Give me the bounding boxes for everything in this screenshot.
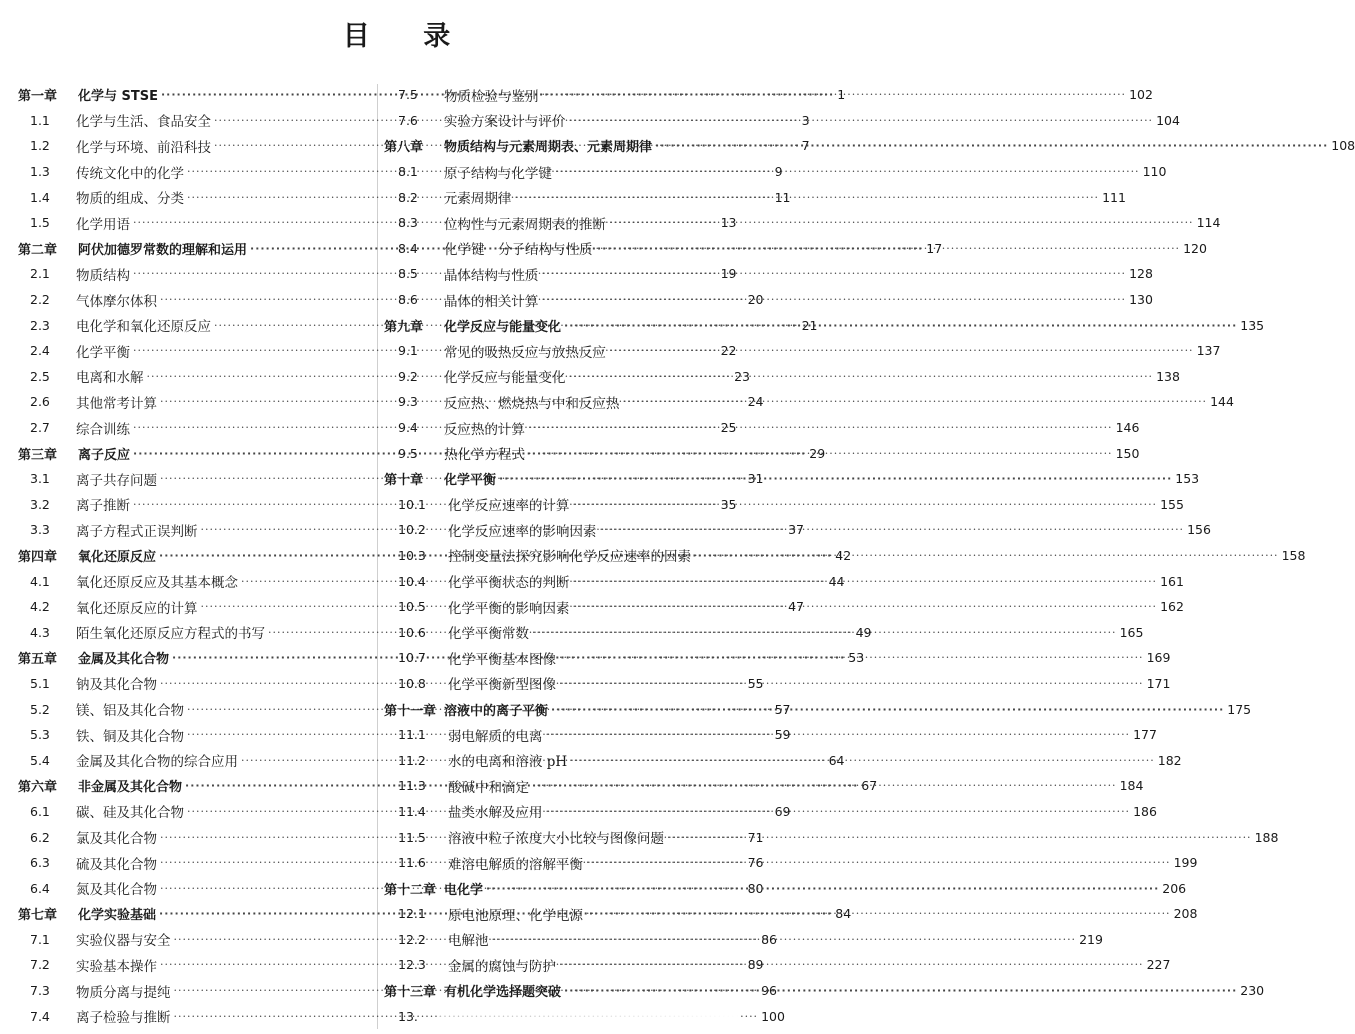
toc-entry-number: 7.2 <box>30 957 50 973</box>
toc-page-number: 76 <box>747 855 764 871</box>
toc-leader-dots <box>573 498 1158 511</box>
toc-entry-number: 3.3 <box>30 522 50 538</box>
toc-entry-number: 11.4 <box>398 803 426 819</box>
toc-page-number: 44 <box>828 573 845 589</box>
toc-entry-number: 9.4 <box>398 420 418 436</box>
toc-entry-title: 化学与环境、前沿科技 <box>76 139 211 156</box>
toc-page-number: 96 <box>761 983 777 999</box>
toc-page-number: 86 <box>761 931 777 947</box>
toc-entry-title: 化学平衡常数 <box>448 626 529 643</box>
toc-page-number: 230 <box>1240 983 1265 999</box>
toc-section-row[interactable] <box>384 261 1153 287</box>
toc-entry-title: 化学反应速率的影响因素 <box>448 523 597 540</box>
toc-entry-number: 1.1 <box>30 112 50 128</box>
cropped-edge-fade <box>440 1000 740 1034</box>
toc-entry-title: 金属及其化合物 <box>78 652 170 668</box>
toc-leader-dots <box>573 600 1158 613</box>
toc-leader-dots <box>609 216 1194 229</box>
toc-entry-number: 第十一章 <box>384 703 437 719</box>
toc-page-number: 199 <box>1173 855 1198 871</box>
toc-entry-number: 3.1 <box>30 471 50 487</box>
toc-page-number: 55 <box>747 675 764 691</box>
toc-page-number: 184 <box>1119 778 1144 794</box>
toc-page-number: 59 <box>774 727 791 743</box>
toc-page-number: 64 <box>828 752 845 768</box>
toc-page-number: 153 <box>1175 471 1200 487</box>
toc-entry-number: 5.3 <box>30 727 50 743</box>
toc-page-number: 206 <box>1162 880 1187 896</box>
toc-page-number: 188 <box>1254 829 1279 845</box>
toc-page-number: 108 <box>1331 138 1355 154</box>
toc-leader-dots <box>573 575 1158 588</box>
toc-entry-title: 化学与 STSE <box>78 89 158 105</box>
toc-entry-title: 化学与生活、食品安全 <box>76 114 211 131</box>
toc-entry-title: 氧化还原反应 <box>78 549 157 565</box>
toc-page-number: 171 <box>1146 675 1171 691</box>
toc-section-row[interactable] <box>384 184 1126 210</box>
toc-page-number: 165 <box>1119 624 1144 640</box>
toc-entry-title: 热化学方程式 <box>444 447 525 464</box>
toc-leader-dots <box>515 191 1100 204</box>
toc-entry-number: 7.6 <box>398 112 418 128</box>
toc-entry-title: 电化学 <box>444 882 484 898</box>
toc-entry-number: 第十二章 <box>384 882 437 898</box>
toc-page-number: 71 <box>747 829 764 845</box>
toc-leader-dots <box>586 856 1171 869</box>
toc-entry-number: 2.2 <box>30 292 50 308</box>
toc-entry-number: 8.6 <box>398 292 418 308</box>
toc-entry-number: 6.1 <box>30 803 50 819</box>
toc-entry-title: 弱电解质的电离 <box>448 728 543 745</box>
toc-entry-number: 10.4 <box>398 573 426 589</box>
toc-leader-dots <box>499 472 1172 485</box>
toc-leader-dots <box>559 651 1144 664</box>
toc-page-number: 37 <box>788 522 804 538</box>
toc-page-number: 23 <box>734 368 750 384</box>
toc-entry-number: 第八章 <box>384 140 424 156</box>
toc-page-number: 24 <box>747 394 764 410</box>
toc-entry-title: 化学平衡 <box>76 344 130 361</box>
toc-leader-dots <box>528 421 1113 434</box>
toc-entry-title: 化学反应与能量变化 <box>444 319 562 335</box>
toc-entry-number: 第十章 <box>384 473 424 489</box>
toc-entry-title: 镁、铝及其化合物 <box>76 703 184 720</box>
toc-entry-title: 实验基本操作 <box>76 958 157 975</box>
toc-entry-title: 盐类水解及应用 <box>448 805 543 822</box>
toc-entry-title: 氮及其化合物 <box>76 882 157 899</box>
toc-entry-number: 1.2 <box>30 138 50 154</box>
toc-entry-number: 4.1 <box>30 573 50 589</box>
toc-entry-number: 4.3 <box>30 624 50 640</box>
toc-entry-title: 控制变量法探究影响化学反应速率的因素 <box>448 549 691 566</box>
toc-leader-dots <box>486 882 1159 895</box>
toc-entry-title: 位构性与元素周期表的推断 <box>444 216 606 233</box>
toc-entry-title: 铁、铜及其化合物 <box>76 728 184 745</box>
toc-entry-number: 12.1 <box>398 906 426 922</box>
toc-leader-dots <box>542 88 1127 101</box>
toc-page-number: 111 <box>1102 189 1126 205</box>
toc-entry-title: 其他常考计算 <box>76 395 157 412</box>
toc-entry-number: 9.1 <box>398 343 418 359</box>
toc-entry-title: 酸碱中和滴定 <box>448 779 529 796</box>
toc-page-number: 186 <box>1133 803 1157 819</box>
toc-entry-title: 化学平衡 <box>444 473 497 489</box>
toc-page-number: 57 <box>774 701 791 717</box>
toc-page-number: 53 <box>848 650 865 666</box>
toc-page-number: 1 <box>837 87 846 103</box>
toc-entry-title: 难溶电解质的溶解平衡 <box>448 856 583 873</box>
toc-leader-dots <box>600 523 1185 536</box>
toc-entry-title: 原电池原理、化学电源 <box>448 907 583 924</box>
toc-entry-title: 晶体结构与性质 <box>444 267 539 284</box>
toc-page-number: 177 <box>1133 727 1157 743</box>
toc-page-number: 42 <box>835 547 852 563</box>
toc-leader-dots <box>564 319 1237 332</box>
toc-entry-number: 第五章 <box>18 652 58 668</box>
toc-entry-title: 陌生氧化还原反应方程式的书写 <box>76 626 265 643</box>
toc-entry-title: 常见的吸热反应与放热反应 <box>444 344 606 361</box>
toc-entry-title: 反应热的计算 <box>444 421 525 438</box>
toc-entry-number: 7.5 <box>398 87 418 103</box>
toc-page-number: 104 <box>1156 112 1180 128</box>
toc-entry-number: 11.5 <box>398 829 426 845</box>
toc-leader-dots <box>596 242 1181 255</box>
toc-entry-title: 离子方程式正误判断 <box>76 523 198 540</box>
toc-page-number: 135 <box>1240 317 1265 333</box>
toc-entry-title: 氧化还原反应及其基本概念 <box>76 575 238 592</box>
toc-page-number: 102 <box>1129 87 1153 103</box>
toc-entry-number: 2.3 <box>30 317 50 333</box>
toc-page-number: 161 <box>1160 573 1184 589</box>
toc-page-number: 169 <box>1146 650 1171 666</box>
toc-page-number: 67 <box>861 778 878 794</box>
toc-entry-number: 5.1 <box>30 675 50 691</box>
toc-section-row[interactable] <box>384 415 1140 441</box>
toc-entry-title: 金属的腐蚀与防护 <box>448 958 556 975</box>
toc-entry-title: 非金属及其化合物 <box>78 780 183 796</box>
toc-entry-title: 原子结构与化学键 <box>444 165 552 182</box>
toc-page-number: 3 <box>801 112 810 128</box>
toc-entry-number: 4.2 <box>30 599 50 615</box>
toc-entry-number: 第三章 <box>18 447 58 463</box>
toc-entry-number: 11.6 <box>398 855 426 871</box>
toc-entry-title: 有机化学选择题突破 <box>444 985 562 1001</box>
toc-entry-title: 化学平衡新型图像 <box>448 677 556 694</box>
toc-entry-title: 反应热、燃烧热与中和反应热 <box>444 395 620 412</box>
toc-entry-title: 水的电离和溶液 pH <box>448 754 568 771</box>
toc-entry-number: 8.5 <box>398 266 418 282</box>
toc-entry-number: 5.2 <box>30 701 50 717</box>
toc-leader-dots <box>542 293 1127 306</box>
toc-page-number: 182 <box>1157 752 1182 768</box>
toc-entry-number: 1.4 <box>30 189 50 205</box>
toc-entry-title: 传统文化中的化学 <box>76 165 184 182</box>
toc-page-number: 20 <box>747 292 764 308</box>
toc-page-number: 17 <box>926 240 943 256</box>
toc-page-number: 22 <box>720 343 737 359</box>
toc-leader-dots <box>532 626 1117 639</box>
toc-entry-number: 7.4 <box>30 1008 50 1024</box>
toc-entry-number: 10.2 <box>398 522 426 538</box>
toc-entry-title: 物质的组成、分类 <box>76 191 184 208</box>
toc-page-number: 144 <box>1210 394 1234 410</box>
toc-page-number: 128 <box>1129 266 1153 282</box>
toc-entry-number: 10.6 <box>398 624 426 640</box>
toc-entry-number: 9.2 <box>398 368 418 384</box>
toc-entry-number: 2.6 <box>30 394 50 410</box>
toc-leader-dots <box>569 114 1154 127</box>
toc-entry-number: 3.2 <box>30 496 50 512</box>
toc-section-row[interactable] <box>384 82 1153 108</box>
toc-entry-title: 化学平衡基本图像 <box>448 651 556 668</box>
toc-entry-title: 元素周期律 <box>444 191 512 208</box>
toc-page-number: 13 <box>720 215 737 231</box>
toc-entry-title: 离子共存问题 <box>76 472 157 489</box>
toc-entry-title: 钠及其化合物 <box>76 677 157 694</box>
toc-leader-dots <box>569 370 1154 383</box>
toc-page-number: 47 <box>788 599 804 615</box>
toc-entry-number: 第七章 <box>18 908 58 924</box>
toc-entry-title: 离子反应 <box>78 447 131 463</box>
toc-entry-number: 第一章 <box>18 89 58 105</box>
toc-page-number: 156 <box>1187 522 1211 538</box>
toc-entry-title: 物质结构与元素周期表、元素周期律 <box>444 140 653 156</box>
toc-entry-number: 7.1 <box>30 931 50 947</box>
toc-leader-dots <box>532 779 1117 792</box>
toc-entry-title: 化学反应与能量变化 <box>444 370 566 387</box>
toc-page-number: 175 <box>1227 701 1252 717</box>
toc-entry-number: 9.3 <box>398 394 418 410</box>
toc-entry-title: 阿伏加德罗常数的理解和运用 <box>78 242 248 258</box>
toc-page-number: 7 <box>801 138 810 154</box>
toc-entry-number: 2.7 <box>30 420 50 436</box>
toc-leader-dots <box>546 805 1131 818</box>
toc-entry-title: 化学键 分子结构与性质 <box>444 242 593 259</box>
toc-page-number: 80 <box>747 880 764 896</box>
toc-page-number: 158 <box>1281 547 1306 563</box>
toc-entry-number: 2.5 <box>30 368 50 384</box>
toc-leader-dots <box>542 267 1127 280</box>
toc-entry-number: 9.5 <box>398 445 418 461</box>
toc-entry-number: 7.3 <box>30 983 50 999</box>
toc-page-number: 150 <box>1115 445 1140 461</box>
toc-page-number: 25 <box>720 420 737 436</box>
toc-page-number: 89 <box>747 957 764 973</box>
toc-entry-number: 11.1 <box>398 727 426 743</box>
toc-entry-title: 实验方案设计与评价 <box>444 114 566 131</box>
toc-entry-title: 化学平衡状态的判断 <box>448 575 570 592</box>
toc-entry-number: 第十三章 <box>384 985 437 1001</box>
page-title: 目 录 <box>342 21 473 52</box>
toc-page-number: 130 <box>1129 292 1153 308</box>
toc-entry-number: 1.3 <box>30 164 50 180</box>
toc-entry-number: 10.1 <box>398 496 426 512</box>
toc-section-row[interactable] <box>384 108 1180 134</box>
toc-page-number: 137 <box>1196 343 1221 359</box>
toc-leader-dots <box>667 831 1252 844</box>
toc-entry-number: 10.5 <box>398 599 426 615</box>
toc-entry-title: 化学平衡的影响因素 <box>448 600 570 617</box>
toc-page-number: 155 <box>1160 496 1184 512</box>
toc-entry-title: 离子推断 <box>76 498 130 515</box>
toc-page-number: 29 <box>809 445 826 461</box>
toc-entry-title: 氧化还原反应的计算 <box>76 600 198 617</box>
toc-leader-dots <box>551 703 1224 716</box>
toc-entry-number: 2.4 <box>30 343 50 359</box>
toc-entry-title: 物质分离与提纯 <box>76 984 171 1001</box>
toc-entry-number: 2.1 <box>30 266 50 282</box>
toc-chapter-row[interactable] <box>384 133 1355 159</box>
toc-entry-number: 8.1 <box>398 164 418 180</box>
toc-leader-dots <box>623 395 1208 408</box>
toc-entry-number: 10.8 <box>398 675 426 691</box>
toc-leader-dots <box>564 984 1237 997</box>
toc-page-number: 227 <box>1146 957 1171 973</box>
toc-leader-dots <box>546 728 1131 741</box>
toc-page-number: 162 <box>1160 599 1184 615</box>
toc-entry-number: 12.2 <box>398 931 426 947</box>
toc-page-number: 84 <box>835 906 852 922</box>
toc-page-number: 208 <box>1173 906 1198 922</box>
toc-page-number: 21 <box>801 317 818 333</box>
toc-entry-number: 第九章 <box>384 319 424 335</box>
toc-leader-dots <box>555 165 1140 178</box>
toc-entry-number: 5.4 <box>30 752 50 768</box>
toc-entry-number: 8.2 <box>398 189 418 205</box>
toc-entry-number: 6.3 <box>30 855 50 871</box>
toc-leader-dots <box>694 549 1279 562</box>
toc-entry-number: 11.2 <box>398 752 426 768</box>
toc-page-number: 49 <box>855 624 872 640</box>
toc-entry-number: 13. <box>398 1008 418 1024</box>
toc-leader-dots <box>559 958 1144 971</box>
toc-entry-title: 化学实验基础 <box>78 908 157 924</box>
toc-leader-dots <box>528 447 1113 460</box>
toc-entry-title: 溶液中的离子平衡 <box>444 703 549 719</box>
toc-entry-title: 碳、硅及其化合物 <box>76 805 184 822</box>
toc-page-number: 19 <box>720 266 737 282</box>
toc-leader-dots <box>559 677 1144 690</box>
toc-page-number: 9 <box>774 164 783 180</box>
toc-entry-title: 溶液中粒子浓度大小比较与图像问题 <box>448 831 664 848</box>
toc-entry-title: 硫及其化合物 <box>76 856 157 873</box>
toc-entry-title: 晶体的相关计算 <box>444 293 539 310</box>
toc-entry-title: 电化学和氧化还原反应 <box>76 319 211 336</box>
toc-page-number: 219 <box>1079 931 1103 947</box>
toc-entry-title: 物质检验与鉴别 <box>444 88 539 105</box>
toc-page-number: 114 <box>1196 215 1221 231</box>
toc-leader-dots <box>570 754 1155 767</box>
toc-entry-number: 8.4 <box>398 240 418 256</box>
toc-entry-number: 第二章 <box>18 242 58 258</box>
toc-section-row[interactable] <box>384 210 1221 236</box>
toc-entry-number: 6.2 <box>30 829 50 845</box>
toc-page-number: 138 <box>1156 368 1180 384</box>
toc-entry-title: 电离和水解 <box>76 370 144 387</box>
toc-entry-number: 第六章 <box>18 780 58 796</box>
toc-page-number: 100 <box>761 1008 785 1024</box>
toc-entry-number: 6.4 <box>30 880 50 896</box>
toc-page-number: 120 <box>1183 240 1207 256</box>
toc-entry-title: 离子检验与推断 <box>76 1010 171 1027</box>
toc-entry-number: 11.3 <box>398 778 426 794</box>
toc-page-number: 146 <box>1115 420 1140 436</box>
toc-entry-title: 金属及其化合物的综合应用 <box>76 754 238 771</box>
toc-leader-dots <box>655 139 1328 152</box>
toc-section-row[interactable] <box>384 492 1184 518</box>
toc-section-row[interactable] <box>384 159 1167 185</box>
toc-entry-number: 1.5 <box>30 215 50 231</box>
toc-entry-number: 10.3 <box>398 547 426 563</box>
toc-entry-title: 化学用语 <box>76 216 130 233</box>
toc-entry-title: 电解池 <box>448 933 489 950</box>
toc-page-number: 110 <box>1142 164 1167 180</box>
toc-entry-title: 物质结构 <box>76 267 130 284</box>
toc-entry-title: 氯及其化合物 <box>76 831 157 848</box>
toc-leader-dots <box>492 933 1077 946</box>
toc-section-row[interactable] <box>384 338 1221 364</box>
toc-entry-number: 10.7 <box>398 650 426 666</box>
toc-entry-title: 化学反应速率的计算 <box>448 498 570 515</box>
toc-page-number: 11 <box>774 189 791 205</box>
toc-entry-title: 综合训练 <box>76 421 130 438</box>
toc-leader-dots <box>609 344 1194 357</box>
toc-entry-number: 第四章 <box>18 549 58 565</box>
toc-page-number: 35 <box>720 496 737 512</box>
toc-page-number: 31 <box>747 471 764 487</box>
toc-entry-title: 实验仪器与安全 <box>76 933 171 950</box>
toc-page-number: 69 <box>774 803 791 819</box>
toc-entry-title: 气体摩尔体积 <box>76 293 157 310</box>
toc-entry-number: 12.3 <box>398 957 426 973</box>
toc-entry-number: 8.3 <box>398 215 418 231</box>
toc-leader-dots <box>586 907 1171 920</box>
